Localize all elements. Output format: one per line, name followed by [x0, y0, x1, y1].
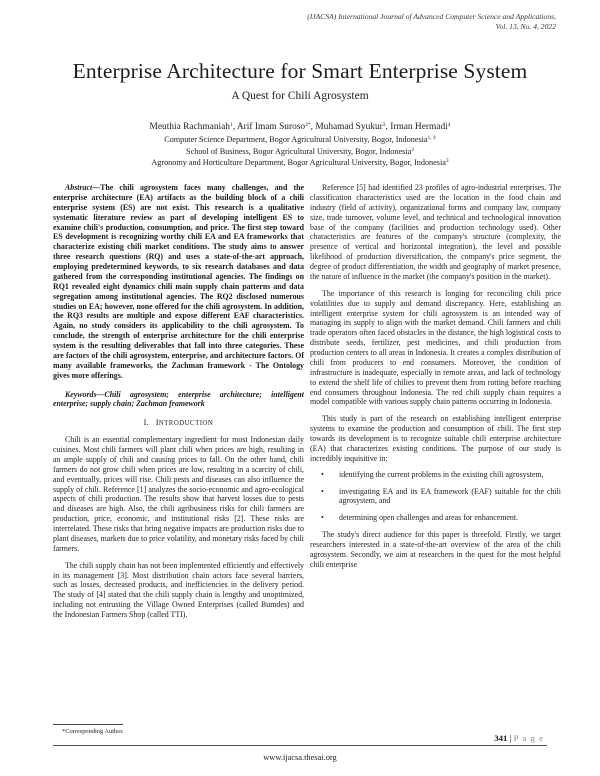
footnote-divider	[53, 724, 123, 725]
journal-header	[226, 12, 556, 31]
bullet-icon: •	[321, 513, 324, 523]
keywords: Keywords—Chili agrosystem; enterprise architecture; intelligent enterprise; supply chain; Zachman framework	[53, 389, 304, 409]
paragraph: The study's direct audience for this paper is threefold. Firstly, we target researchers interested in a state-of-the-art overview of the area of the chili agrosystem. Secondly, we aim at researchers in the quest for the most helpful chili enterprise	[310, 530, 561, 569]
affiliation-list	[0, 134, 600, 169]
paragraph: Reference [5] had identified 23 profiles of agro-industrial enterprises. The classification characteristics used are the location in the food chain and industry (field of activity), organizational forms and company law, company size, trade turnover, volume level, and technical and technological innovation base of the company (facilities and production technology used). Other characteristics are features of the company's structure (complexity, the presence of vertical and horizontal integration), the level and possible likelihood of production diversification, the company's price segment, the degree of product differentiation, the width and geography of market presence, the nature of influence in the market (the company's position in the market).	[310, 183, 561, 281]
section-heading-introduction: I. INTRODUCTION	[143, 418, 214, 428]
bullet-icon: •	[321, 486, 324, 496]
bullet-icon: •	[321, 469, 324, 479]
author-list: Meuthia Rachmaniah$^1$, Arif Imam Suroso$^{2*}$, Muhamad Syukur$^3$, Irman Hermadi$^4$	[149, 122, 451, 132]
author-name: Irman Hermadi	[390, 122, 448, 132]
paper-title: Enterprise Architecture for Smart Enterprise System	[72, 59, 528, 83]
affiliation: School of Business, Bogor Agricultural University, Bogor, Indonesia$^2$	[186, 146, 414, 156]
footer-divider	[53, 745, 547, 746]
paragraph: The importance of this research is longing for reconciling chili price volatilities due to supply and demand discrepancy. Here, establishing an intelligent enterprise system for chili agrosystem is an intended way of managing its supply to align with the market demand. Chili farmers and chili trade operators often faced obstacles in the distance, the high logistical costs to distribute seeds, fertilizer, pest medicines, and chili production from production centers to all areas in Indonesia. It creates a complex distribution of chili from producers to end consumers. Moreover, the condition of infrastructure is inadequate, especially in remote areas, and lack of technology to extend the shelf life of chilies to prevent them from rotting before reaching end consumers throughout Indonesia. The red chili supply chain requires a model compatible with various supply chain patterns occurring in Indonesia.	[310, 288, 561, 407]
list-item: • identifying the current problems in the existing chili agrosystem,	[321, 469, 544, 479]
objective-list	[310, 470, 561, 524]
author-affiliation-mark: 3	[382, 122, 386, 128]
right-column	[310, 183, 561, 570]
list-item: • determining open challenges and areas for enhancement.	[321, 513, 518, 523]
page-label: P a g e	[513, 733, 544, 743]
footnote: *Corresponding Author.	[62, 728, 124, 735]
left-column	[53, 183, 304, 620]
paragraph: Chili is an essential complementary ingredient for most Indonesian daily cuisines. Most chili farmers will plant chili when prices are high, resulting in an ample supply of chili and causing prices to fall. On the other hand, chili farmers do not grow chili when prices are low, resulting in a scarcity of chili, and eventually, prices will rise. Chili pests and diseases can also influence the supply of chili. Reference [1] analyzes the socio-economic and agro-ecological aspects of chili production. The results show that harvest losses due to pests and diseases are high. Also, the chili agribusiness risks for chili farmers are production, price, economic, and institutional risks [2]. These risks are interrelated. These risks that bring negative impacts are production risks due to plant diseases, markets due to price volatility, and monetary risks faced by chili farmers.	[53, 435, 304, 553]
paper-subtitle: A Quest for Chili Agrosystem	[231, 90, 369, 102]
abstract	[53, 183, 304, 381]
journal-website: www.ijacsa.thesai.org	[263, 753, 337, 762]
page-number-value: 341	[494, 733, 508, 743]
list-item: • investigating EA and its EA framework (EAF) suitable for the chili agrosystem, and	[321, 486, 561, 506]
journal-volume: Vol. 13, No. 4, 2022	[495, 21, 556, 31]
author-affiliation-mark: 4	[447, 122, 451, 128]
affiliation: Agronomy and Horticulture Department, Bogor Agricultural University, Bogor, Indonesia$^3$	[151, 158, 449, 168]
page-number: 341 | P a g e	[494, 733, 544, 743]
author-affiliation-mark: 2*	[305, 122, 311, 128]
journal-name: (IJACSA) International Journal of Advanced Computer Science and Applications,	[307, 12, 556, 21]
paragraph: This study is part of the research on establishing intelligent enterprise systems to examine the production and consumption of chili. The first step towards its development is to recognize suitable chili enterprise architecture (EA) that characterizes existing conditions. The purpose of our study is incredibly inquisitive in:	[310, 414, 561, 463]
affiliation: Computer Science Department, Bogor Agricultural University, Bogor, Indonesia$^{1, 4}$	[164, 135, 436, 144]
abstract-label: Abstract	[65, 183, 93, 192]
abstract-text: —The chili agrosystem faces many challenges, and the enterprise architecture (EA) artifacts as the building block of a chili enterprise system (ES) are not exist. This research is a qualitative systematic literature review as part of developing intelligent ES to examine chili's production, consumption, and price. The first step toward ES development is recognizing worthy chili EA and EA frameworks that characterize existing chili market conditions. The study aims to answer three research questions (RQ) and uses a state-of-the-art approach, employing predetermined keywords, to six research databases and data gathered from the corresponding institutional agencies. The findings on RQ1 revealed eight dynamics chili main supply chain patterns and data segregation among institutional agencies. The RQ2 disclosed numerous studies on EA; however, none offered for the chili agrosystem. In addition, the RQ3 results are multiple and expose different EAF characteristics. Again, no study considers its applicability to the chili agrosystem. To conclude, the strength of enterprise architecture for the chili enterprise system is the resulting deliverables that fall into three categories. These are factors of the chili agrosystem, enterprise, and architecture factors. Of many available frameworks, the Zachman framework - The Ontology gives more offerings.	[53, 183, 304, 380]
author-name: Muhamad Syukur	[315, 122, 383, 132]
author-name: Arif Imam Suroso	[236, 122, 306, 132]
author-name: Meuthia Rachmaniah	[149, 122, 230, 132]
paragraph: The chili supply chain has not been implemented efficiently and effectively in its management [3]. Most distribution chain actors face several barriers, such as losses, decreased products, and inefficiencies in the delivery period. The study of [4] stated that the chili supply chain is lengthy and unoptimized, including not entrusting the Village Owned Enterprises (called Bumdes) and the Indonesian Farmers Shop (called TTI).	[53, 560, 304, 619]
author-affiliation-mark: 1	[229, 122, 233, 128]
